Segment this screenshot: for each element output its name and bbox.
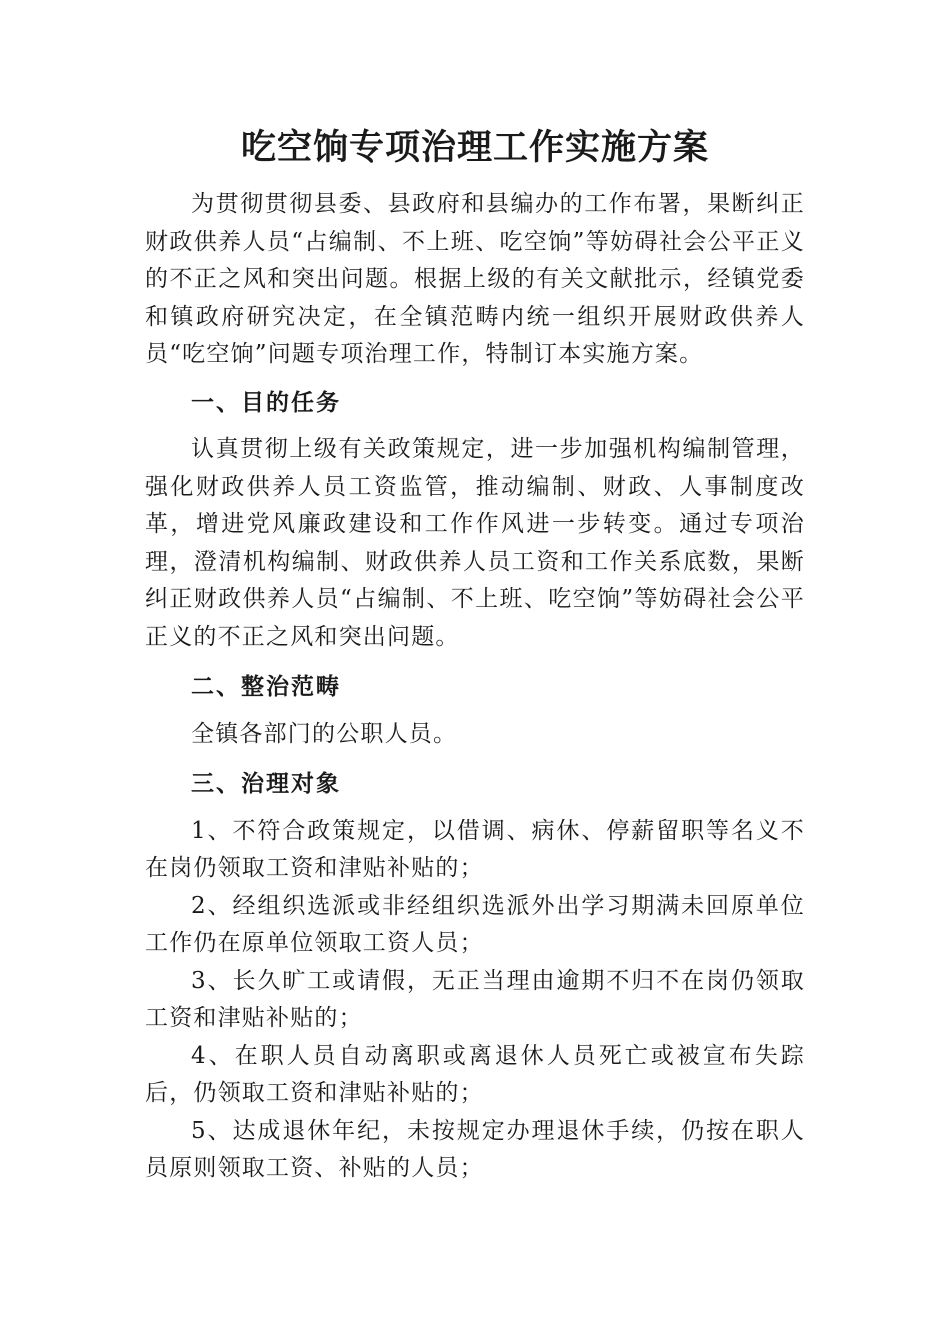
list-item: 2、经组织选派或非经组织选派外出学习期满未回原单位工作仍在原单位领取工资人员； bbox=[145, 892, 805, 956]
section-heading-goals: 一、目的任务 bbox=[191, 388, 341, 416]
section-heading-scope: 二、整治范畴 bbox=[191, 673, 341, 700]
intro-paragraph: 为贯彻贯彻县委、县政府和县编办的工作布署，果断纠正财政供养人员“占编制、不上班、吃空饷”等妨碍社会公平正义的不正之风和突出问题。根据上级的有关文献批示，经镇党委和镇政府研究决定，在全镇范畴内统一组织开展财政供养人员“吃空饷”问题专项治理工作，特制订本实施方案。 bbox=[145, 191, 805, 367]
list-item: 5、达成退休年纪，未按规定办理退休手续，仍按在职人员原则领取工资、补贴的人员； bbox=[145, 1117, 805, 1181]
section-text-goals: 认真贯彻上级有关政策规定，进一步加强机构编制管理，强化财政供养人员工资监管，推动编制、财政、人事制度改革，增进党风廉政建设和工作作风进一步转变。通过专项治理，澄清机构编制、财政供养人员工资和工作关系底数，果断纠正财政供养人员“占编制、不上班、吃空饷”等妨碍社会公平正义的不正之风和突出问题。 bbox=[145, 436, 805, 650]
document-body bbox=[145, 186, 805, 1188]
section-heading-targets: 三、治理对象 bbox=[191, 770, 341, 797]
document-title: 吃空饷专项治理工作实施方案 bbox=[240, 127, 709, 168]
list-item: 1、不符合政策规定，以借调、病休、停薪留职等名义不在岗仍领取工资和津贴补贴的； bbox=[145, 817, 805, 881]
list-item: 4、在职人员自动离职或离退休人员死亡或被宣布失踪后，仍领取工资和津贴补贴的； bbox=[145, 1042, 805, 1106]
section-text-scope: 全镇各部门的公职人员。 bbox=[191, 720, 458, 747]
list-item: 3、长久旷工或请假，无正当理由逾期不归不在岗仍领取工资和津贴补贴的； bbox=[145, 967, 805, 1031]
